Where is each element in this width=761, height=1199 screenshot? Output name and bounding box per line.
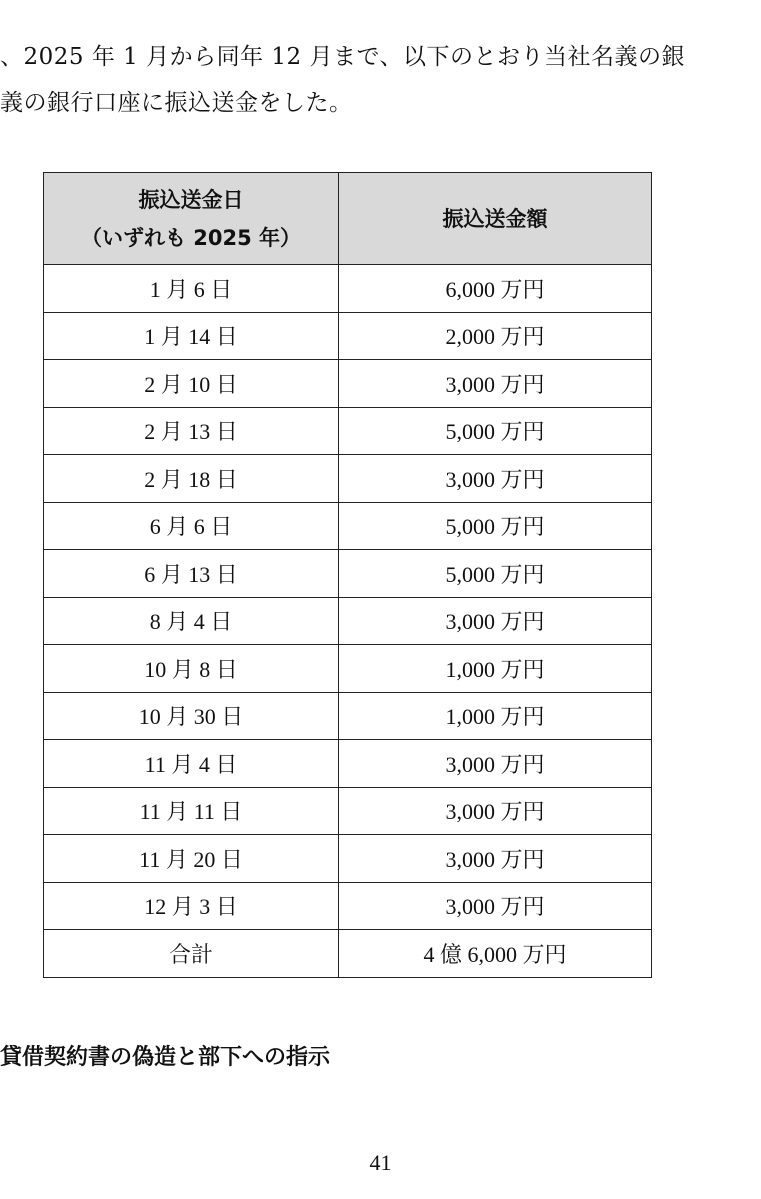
page-number: 41 [369,1150,392,1175]
total-amount: 4 億 6,000 万円 [339,930,652,978]
remittance-table [43,172,652,978]
remittance-amount: 5,000 万円 [339,407,652,455]
remittance-date: 11 月 4 日 [44,740,339,788]
table-row [44,455,652,503]
table-row [44,835,652,883]
remittance-amount: 1,000 万円 [339,692,652,740]
table-row [44,787,652,835]
header-date-line-1: 振込送金日 [138,187,244,212]
remittance-amount: 3,000 万円 [339,787,652,835]
remittance-date: 12 月 3 日 [44,882,339,930]
remittance-amount: 3,000 万円 [339,835,652,883]
table-row [44,407,652,455]
remittance-date: 11 月 11 日 [44,787,339,835]
table-row [44,740,652,788]
remittance-amount: 3,000 万円 [339,740,652,788]
remittance-date: 10 月 8 日 [44,645,339,693]
header-remittance-date [44,173,339,265]
remittance-amount: 3,000 万円 [339,360,652,408]
table-row [44,312,652,360]
remittance-date: 1 月 14 日 [44,312,339,360]
paragraph-line-2: 義の銀行口座に振込送金をした。 [0,90,353,116]
table-row [44,502,652,550]
header-remittance-amount: 振込送金額 [339,173,652,265]
header-date-line-2: （いずれも 2025 年） [80,225,302,250]
remittance-amount: 3,000 万円 [339,455,652,503]
remittance-date: 8 月 4 日 [44,597,339,645]
remittance-amount: 2,000 万円 [339,312,652,360]
table-header-row [44,173,652,265]
remittance-amount: 1,000 万円 [339,645,652,693]
remittance-date: 1 月 6 日 [44,265,339,313]
remittance-amount: 5,000 万円 [339,550,652,598]
remittance-amount: 3,000 万円 [339,597,652,645]
table-row [44,360,652,408]
remittance-date: 2 月 10 日 [44,360,339,408]
remittance-date: 6 月 6 日 [44,502,339,550]
remittance-date: 6 月 13 日 [44,550,339,598]
remittance-date: 2 月 13 日 [44,407,339,455]
remittance-amount: 3,000 万円 [339,882,652,930]
remittance-amount: 6,000 万円 [339,265,652,313]
remittance-date: 11 月 20 日 [44,835,339,883]
table-row [44,265,652,313]
section-heading: 貸借契約書の偽造と部下への指示 [0,1045,331,1070]
remittance-date: 2 月 18 日 [44,455,339,503]
paragraph-line-1: 、2025 年 1 月から同年 12 月まで、以下のとおり当社名義の銀 [0,44,686,70]
table-row [44,550,652,598]
remittance-date: 10 月 30 日 [44,692,339,740]
table-row [44,645,652,693]
table-total-row [44,930,652,978]
remittance-amount: 5,000 万円 [339,502,652,550]
table-row [44,692,652,740]
total-label: 合計 [44,930,339,978]
table-row [44,882,652,930]
table-row [44,597,652,645]
